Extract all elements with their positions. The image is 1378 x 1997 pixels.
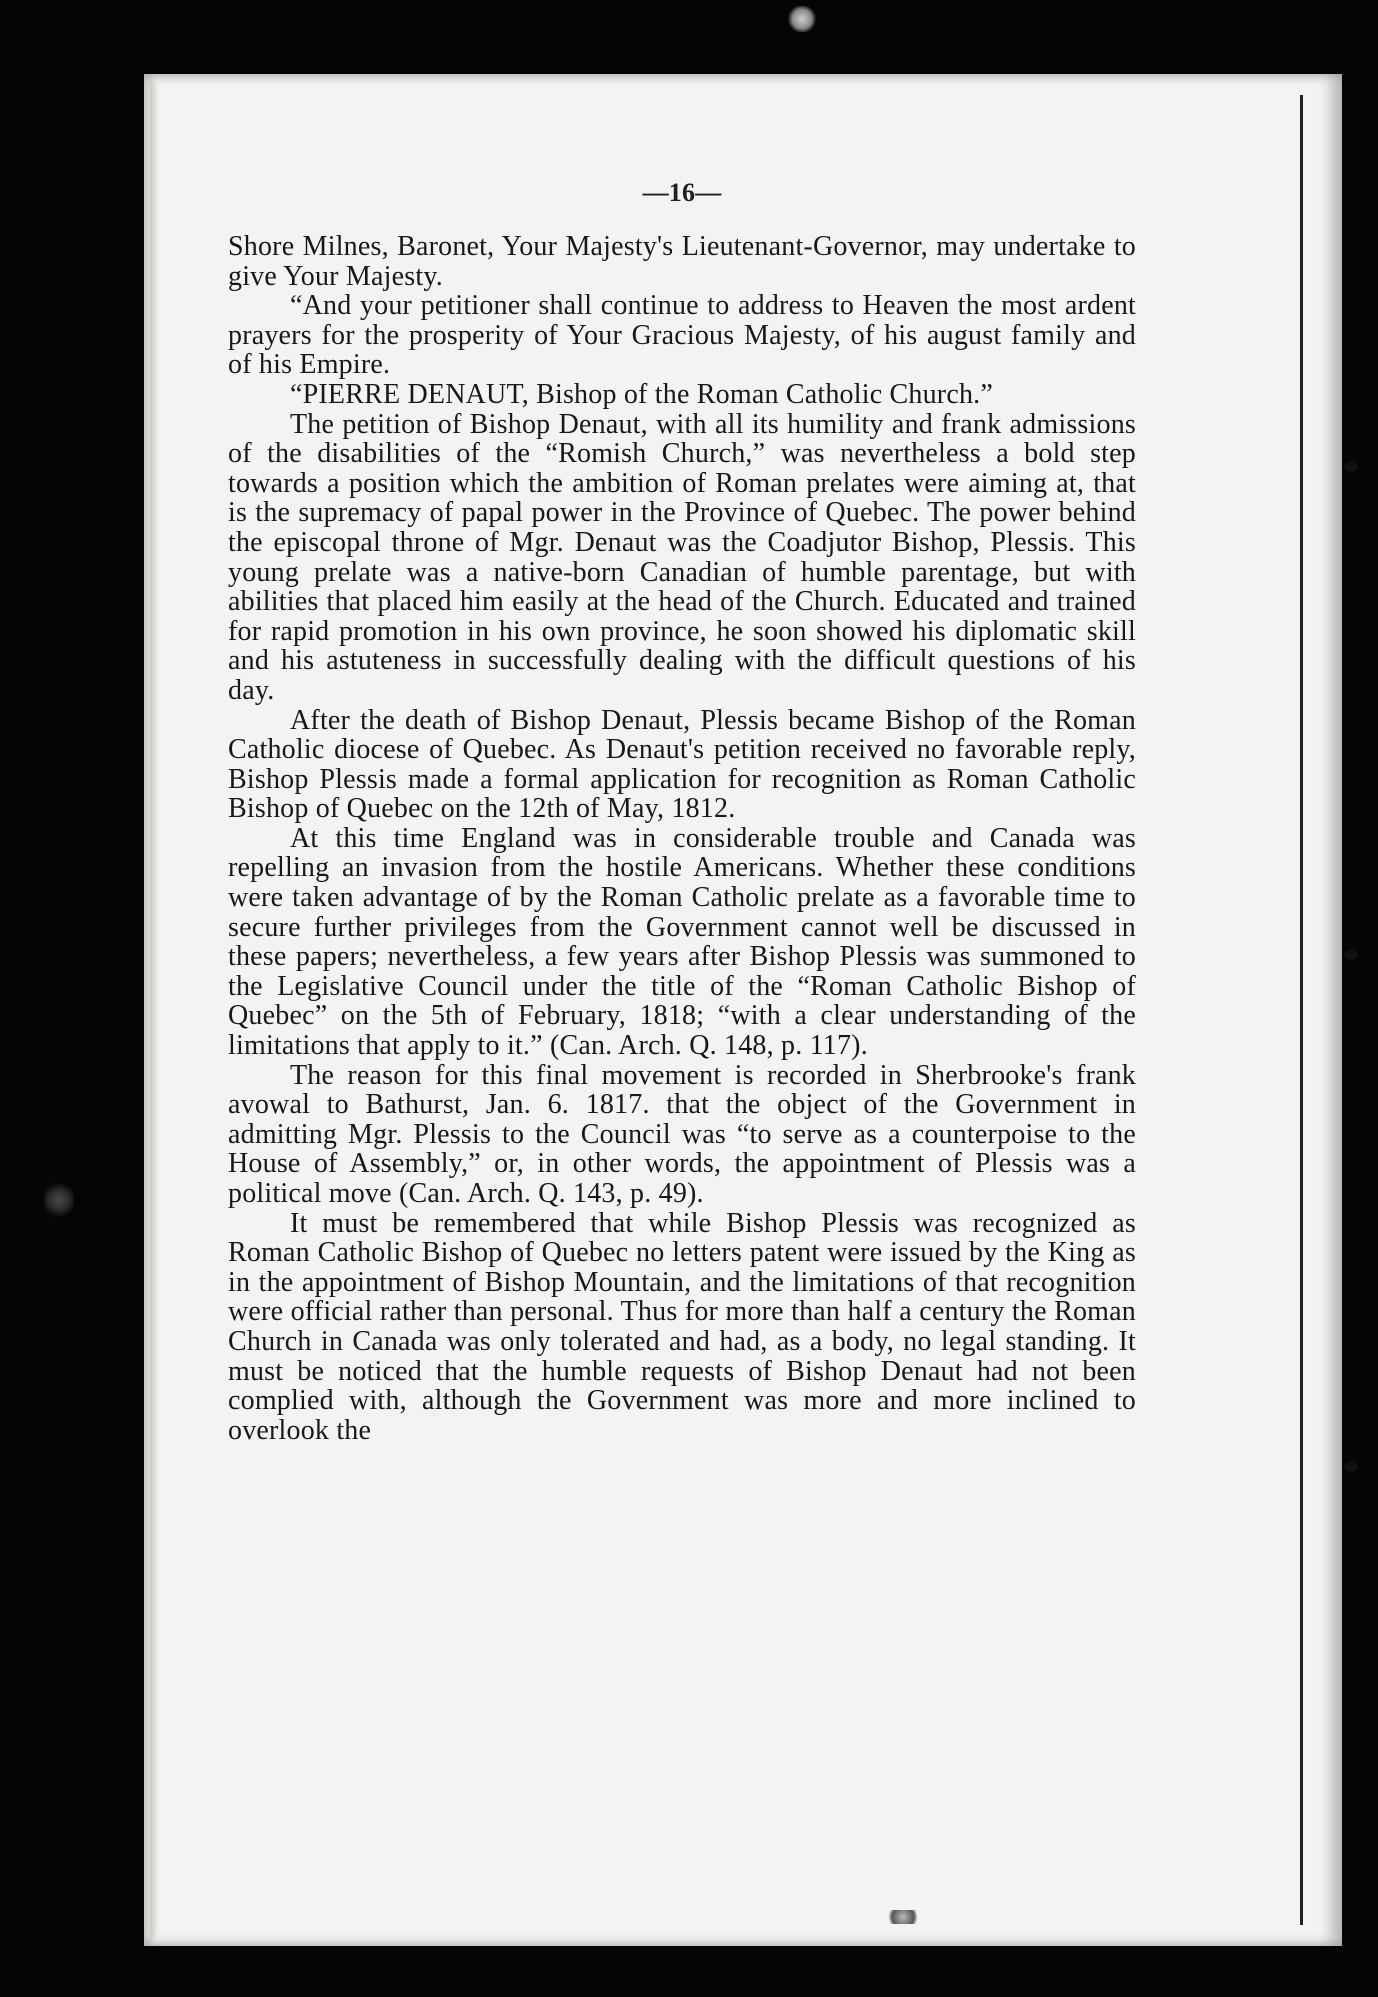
paragraph: At this time England was in considerable trouble and Canada was repelling an invasion from the hostile Americans. Whether these conditions were taken advantage of by the Roman Catholic prelate as a favorable time to secure further privileges from the Government cannot well be discussed in these papers; nevertheless, a few years after Bishop Plessis was summoned to the Legislative Council under the title of the “Roman Catholic Bishop of Quebec” on the 5th of February, 1818; “with a clear understanding of the limitations that apply to it.” (Can. Arch. Q. 148, p. 117). — [228, 822, 1136, 1062]
edge-clip-mark — [1344, 1462, 1358, 1472]
paragraph: After the death of Bishop Denaut, Plessis became Bishop of the Roman Catholic diocese of Quebec. As Denaut's petition received no favorable reply, Bishop Plessis made a formal application for recognition as Roman Catholic Bishop of Quebec on the 12th of May, 1812. — [228, 704, 1136, 825]
paragraph: The petition of Bishop Denaut, with all its humility and frank admissions of the disabilities of the “Romish Church,” was nevertheless a bold step towards a position which the ambition of Roman prelates were aiming at, that is the supremacy of papal power in the Province of Quebec. The power behind the episcopal throne of Mgr. Denaut was the Coadjutor Bishop, Plessis. This young prelate was a native-born Canadian of humble parentage, but with abilities that placed him easily at the head of the Church. Educated and trained for rapid promotion in his own province, he soon showed his diplomatic skill and his astuteness in successfully dealing with the difficult questions of his day. — [228, 408, 1136, 706]
scan-artifact-top — [788, 6, 816, 32]
paragraph: “And your petitioner shall continue to address to Heaven the most ardent prayers for the prosperity of Your Gracious Majesty, of his august family and of his Empire. — [228, 290, 1136, 381]
edge-clip-mark — [1344, 462, 1358, 472]
paragraph-signature: “PIERRE DENAUT, Bishop of the Roman Catholic Church.” — [290, 378, 993, 410]
page-number: —16— — [642, 178, 722, 207]
paragraph: It must be remembered that while Bishop Plessis was recognized as Roman Catholic Bishop of Quebec no letters patent were issued by the King as in the appointment of Bishop Mountain, and the limitations of that recognition were official rather than personal. Thus for more than half a century the Roman Church in Canada was only tolerated and had, as a body, no legal standing. It must be noticed that the humble requests of Bishop Denaut had not been complied with, although the Government was more and more inclined to overlook the — [228, 1207, 1136, 1446]
paragraph: The reason for this final movement is recorded in Sherbrooke's frank avowal to Bathurst, Jan. 6. 1817. that the object of the Government in admitting Mgr. Plessis to the Council was “to serve as a counterpoise to the House of Assembly,” or, in other words, the appointment of Plessis was a political move (Can. Arch. Q. 143, p. 49). — [228, 1059, 1136, 1209]
page-edge-line — [1300, 95, 1303, 1925]
edge-clip-mark — [1344, 950, 1358, 960]
scan-artifact-left — [44, 1180, 74, 1220]
page-text-block — [228, 178, 1136, 1446]
page-fold-shadow — [150, 80, 158, 1940]
scan-artifact-bottom — [886, 1910, 920, 1924]
paragraph: Shore Milnes, Baronet, Your Majesty's Lieutenant-Governor, may undertake to give Your Majesty. — [228, 231, 1136, 292]
